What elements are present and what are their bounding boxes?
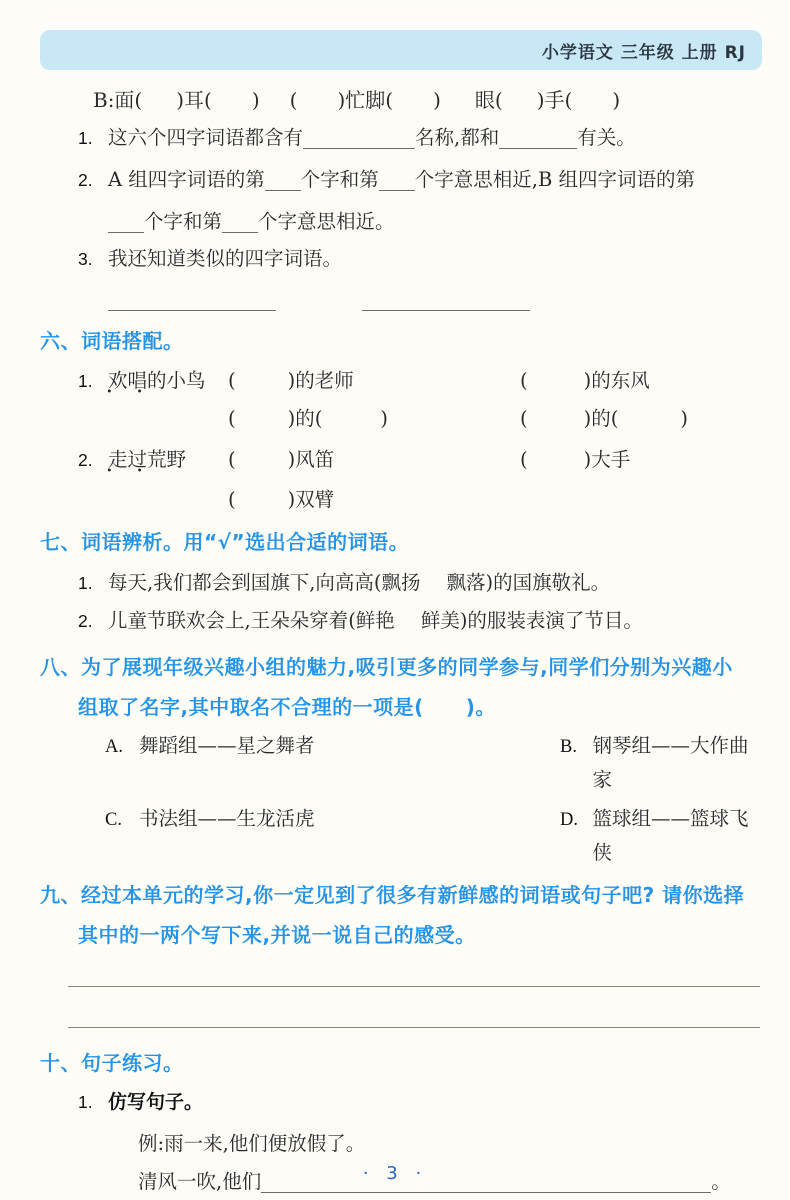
- paren-gap: [528, 465, 584, 466]
- section-10-item-1: [78, 1085, 760, 1119]
- row-text: [108, 604, 643, 638]
- page-header-band: [40, 30, 762, 70]
- word-group-b: [93, 83, 760, 117]
- answer-rule-1[interactable]: [68, 952, 760, 987]
- match-1-row-2: [78, 402, 760, 436]
- text-segment: 的小鸟: [147, 369, 206, 392]
- text-segment: )忙脚(: [337, 88, 394, 112]
- heading-line: [40, 324, 760, 358]
- paren-gap: [260, 106, 290, 107]
- text-segment: 清风一吹,他们: [138, 1170, 262, 1193]
- text-segment: 鲜美)的服装表演了节目。: [420, 609, 643, 632]
- text-segment: 我还知道类似的四字词语。: [108, 247, 343, 270]
- text-segment: 荒野: [147, 448, 187, 471]
- text-segment: (: [228, 369, 236, 392]
- header-title: 小学语文 三年级 上册 RJ: [541, 42, 746, 63]
- text-segment: 这六个四字词语都含有: [108, 126, 304, 149]
- row-text: [108, 1085, 203, 1119]
- option-text: 书法组——生龙活虎: [139, 807, 315, 830]
- text-segment: ): [680, 407, 688, 430]
- option-C[interactable]: [105, 802, 560, 870]
- paren-gap: [322, 424, 380, 425]
- paren-gap: [528, 386, 584, 387]
- answer-blank[interactable]: [303, 128, 415, 149]
- text-segment: 八、为了展现年级兴趣小组的魅力,吸引更多的同学参与,同学们分别为兴趣小: [40, 655, 733, 679]
- emphasized-word: 走过 • •: [108, 443, 147, 477]
- section-7-item-2: [78, 604, 760, 638]
- text-segment: 名称,都和: [415, 126, 500, 149]
- option-A[interactable]: [105, 729, 560, 797]
- match-column: [228, 443, 520, 477]
- option-label: D.: [560, 810, 578, 830]
- text-segment: )。: [465, 695, 496, 719]
- heading-line: [40, 650, 760, 684]
- question-3-answer-blanks: [78, 290, 760, 311]
- text-segment: )风笛: [287, 448, 335, 471]
- text-segment: 仿写句子。: [108, 1091, 204, 1113]
- text-segment: 。: [711, 1170, 731, 1193]
- text-segment: 每天,我们都会到国旗下,向高高(飘扬: [108, 571, 421, 594]
- paren-gap: [142, 106, 176, 107]
- section-6-heading: [40, 324, 760, 358]
- text-segment: 六、词语搭配。: [40, 329, 184, 353]
- row-text: [108, 290, 530, 311]
- option-text: 篮球组——篮球飞侠: [592, 807, 749, 864]
- section-8-heading: [40, 650, 760, 724]
- item-number: 1.: [78, 573, 93, 593]
- example-sentence: [138, 1127, 760, 1161]
- section-7-item-1: [78, 566, 760, 600]
- option-label: C.: [105, 810, 122, 830]
- section-10-heading: [40, 1046, 760, 1080]
- text-segment: (: [520, 448, 528, 471]
- paren-gap: [528, 424, 584, 425]
- heading-line: [40, 878, 760, 912]
- text-segment: )双臂: [287, 488, 335, 511]
- text-segment: )大手: [583, 448, 631, 471]
- text-segment: (: [228, 448, 236, 471]
- text-segment: 个字和第: [300, 168, 379, 191]
- text-segment: 九、经过本单元的学习,你一定见到了很多有新鲜感的词语或句子吧? 请你选择: [40, 883, 745, 907]
- paren-gap: [503, 106, 537, 107]
- text-segment: ): [433, 88, 441, 112]
- text-segment: 飘落)的国旗敬礼。: [446, 571, 611, 594]
- answer-blank[interactable]: [108, 290, 276, 311]
- paren-gap: [421, 588, 447, 589]
- question-2-line-1: [78, 163, 760, 197]
- item-number: 1.: [78, 1092, 93, 1112]
- text-segment: )手(: [536, 88, 573, 112]
- answer-blank[interactable]: [499, 128, 577, 149]
- answer-rule-2[interactable]: [68, 987, 760, 1028]
- paren-gap: [297, 106, 337, 107]
- row-text: [108, 242, 342, 276]
- match-column: [520, 364, 650, 398]
- heading-line: [40, 690, 760, 724]
- question-2-line-2: [78, 205, 760, 239]
- text-segment: 七、词语辨析。用“√”选出合适的词语。: [40, 530, 410, 554]
- match-column: [520, 443, 630, 477]
- option-text: 钢琴组——大作曲家: [592, 734, 749, 791]
- item-number: 1.: [78, 371, 93, 391]
- match-1-row-1: [78, 364, 760, 398]
- section-7-heading: [40, 525, 760, 559]
- text-segment: 组取了名字,其中取名不合理的一项是(: [78, 695, 424, 719]
- row-text: [108, 121, 636, 155]
- text-segment: 其中的一两个写下来,并说一说自己的感受。: [78, 923, 476, 947]
- text-segment: A 组四字词语的第: [108, 168, 265, 191]
- paren-gap: [212, 106, 252, 107]
- paren-gap: [236, 465, 288, 466]
- row-text: [108, 566, 610, 600]
- paren-gap: [236, 505, 288, 506]
- text-segment: 眼(: [474, 88, 503, 112]
- heading-line: [40, 918, 760, 952]
- answer-blank[interactable]: [362, 290, 530, 311]
- row-text: [93, 83, 620, 117]
- match-2-row-2: [78, 483, 760, 517]
- paren-gap: [618, 424, 680, 425]
- text-segment: 个字意思相近。: [258, 210, 395, 233]
- text-segment: ): [612, 88, 621, 112]
- paren-gap: [393, 106, 433, 107]
- page-number: · 3 ·: [362, 1163, 428, 1184]
- item-number: 2.: [78, 170, 93, 190]
- paren-gap: [276, 305, 362, 306]
- text-segment: )的东风: [583, 369, 650, 392]
- text-segment: )的老师: [287, 369, 354, 392]
- text-segment: 个字和第: [144, 210, 223, 233]
- text-segment: )的(: [287, 407, 323, 430]
- text-segment: 儿童节联欢会上,王朵朵穿着(鲜艳: [108, 609, 395, 632]
- match-column: [228, 402, 520, 436]
- row-text: [108, 205, 395, 239]
- paren-gap: [441, 106, 475, 107]
- item-number: 1.: [78, 128, 93, 148]
- row-text: [138, 1127, 365, 1161]
- text-segment: 例:雨一来,他们便放假了。: [138, 1132, 366, 1155]
- text-segment: (: [228, 488, 236, 511]
- option-label: B.: [560, 737, 577, 757]
- text-segment: 个字意思相近,B 组四字词语的第: [414, 168, 696, 191]
- item-number: 2.: [78, 611, 93, 631]
- paren-gap: [236, 424, 288, 425]
- content: [0, 83, 790, 1199]
- heading-line: [40, 525, 760, 559]
- section-9-heading: [40, 878, 760, 952]
- section-8-options: [105, 729, 760, 870]
- paren-gap: [572, 106, 612, 107]
- row-text: [108, 163, 695, 197]
- paren-gap: [236, 386, 288, 387]
- text-segment: )耳(: [176, 88, 212, 112]
- answer-blank[interactable]: [379, 170, 415, 191]
- emphasized-word: 欢唱 • •: [108, 364, 147, 398]
- text-segment: B:面(: [93, 88, 143, 112]
- question-1: [78, 121, 760, 155]
- question-3: [78, 242, 760, 276]
- paren-gap: [395, 626, 421, 627]
- text-segment: )的(: [583, 407, 619, 430]
- answer-blank[interactable]: [222, 212, 258, 233]
- match-column: [520, 402, 688, 436]
- heading-line: [40, 1046, 760, 1080]
- text-segment: (: [228, 407, 236, 430]
- text-segment: (: [520, 407, 528, 430]
- option-text: 舞蹈组——星之舞者: [139, 734, 315, 757]
- option-label: A.: [105, 737, 123, 757]
- match-column: [108, 364, 228, 398]
- item-number: 2.: [78, 450, 93, 470]
- paren-gap: [424, 713, 466, 714]
- option-B[interactable]: [560, 729, 760, 797]
- text-segment: 有关。: [577, 126, 636, 149]
- match-2-row-1: [78, 443, 760, 477]
- option-D[interactable]: [560, 802, 760, 870]
- answer-blank[interactable]: [265, 170, 301, 191]
- text-segment: 十、句子练习。: [40, 1051, 184, 1075]
- text-segment: ): [380, 407, 388, 430]
- text-segment: (: [289, 88, 298, 112]
- match-column: [228, 364, 520, 398]
- match-column: [228, 483, 520, 517]
- match-column: [108, 443, 228, 477]
- item-number: 3.: [78, 249, 93, 269]
- text-segment: (: [520, 369, 528, 392]
- answer-blank[interactable]: [108, 212, 144, 233]
- text-segment: ): [251, 88, 260, 112]
